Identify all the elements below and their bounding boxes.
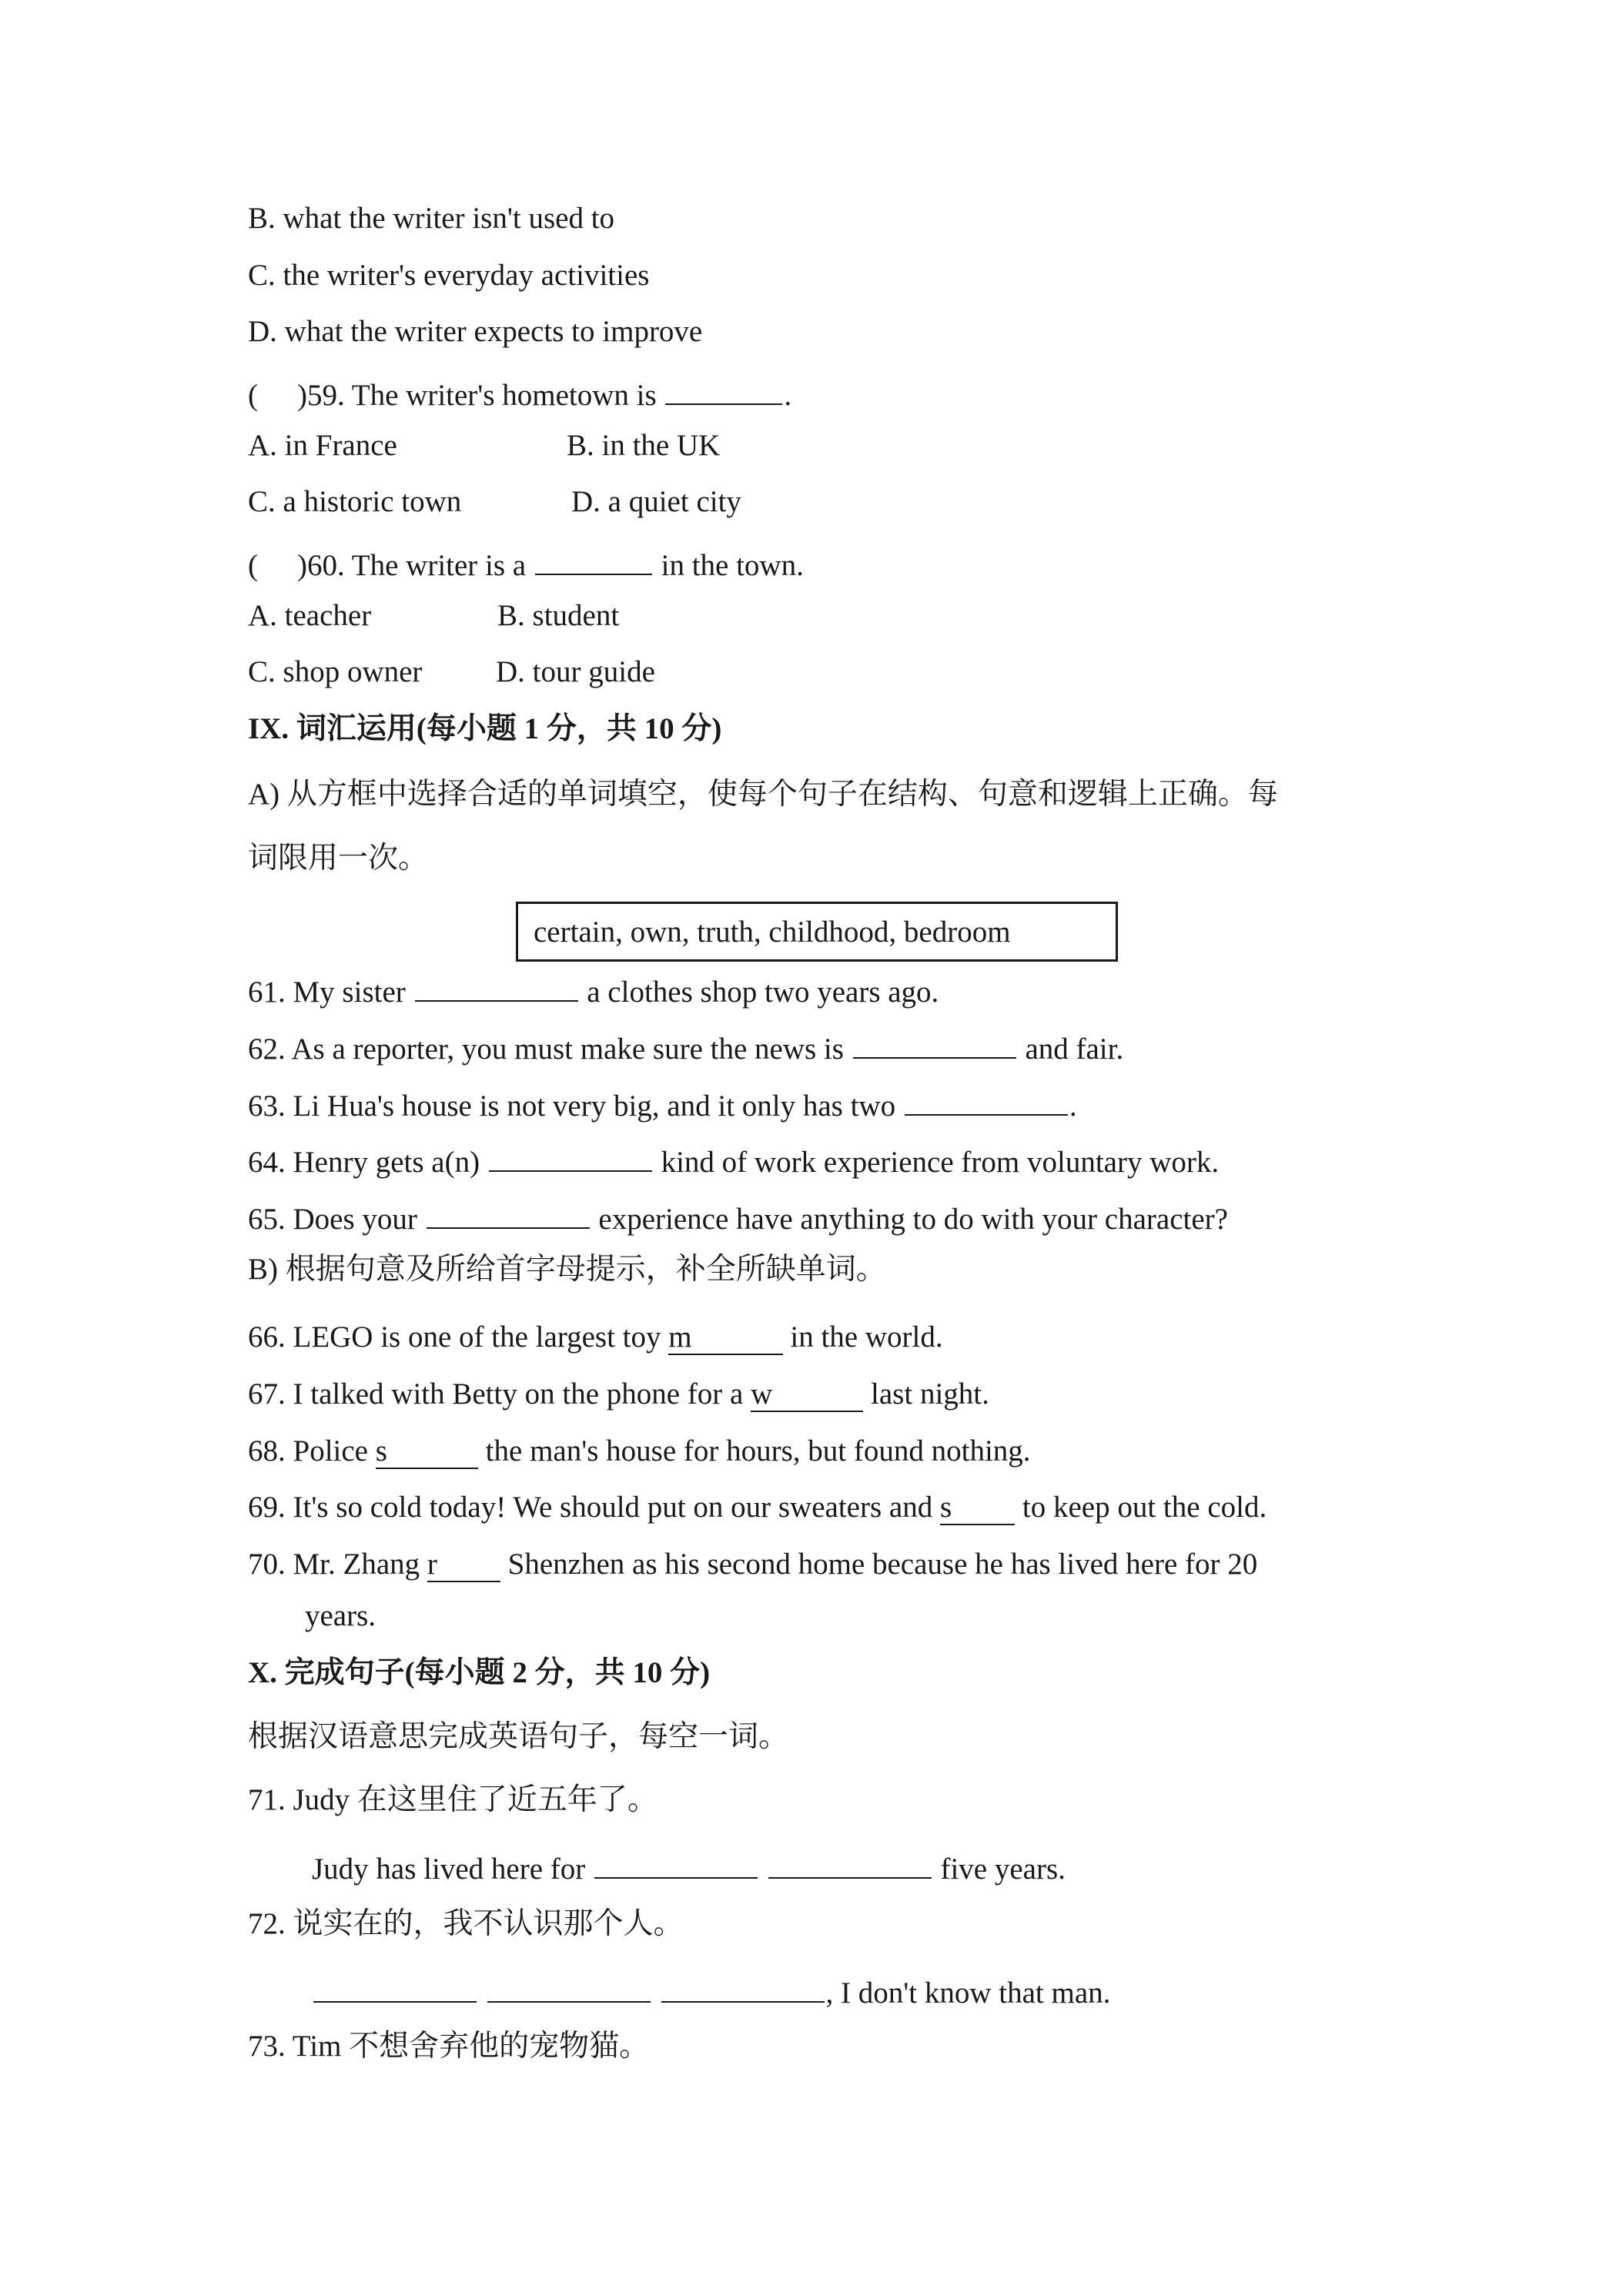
answer-blank[interactable] — [661, 1971, 825, 2003]
q72-english: , I don't know that man. — [312, 1971, 1110, 2008]
section-ix-title: IX. 词汇运用(每小题 1 分，共 10 分) — [248, 712, 722, 745]
q60-stem: ( )60. The writer is a in the town. — [248, 544, 804, 581]
q67: 67. I talked with Betty on the phone for a w last night. — [248, 1377, 989, 1411]
q60-option-b: B. student — [497, 599, 620, 632]
q58-option-b: B. what the writer isn't used to — [248, 202, 615, 235]
answer-blank[interactable] — [535, 544, 652, 575]
q62: 62. As a reporter, you must make sure the news is and fair. — [248, 1027, 1123, 1064]
answer-blank[interactable] — [427, 1197, 590, 1229]
q59-stem: ( )59. The writer's hometown is . — [248, 373, 791, 410]
q59-option-a: A. in France — [248, 429, 397, 462]
q59-option-d: D. a quiet city — [571, 485, 741, 518]
q71-chinese: 71. Judy 在这里住了近五年了。 — [248, 1783, 658, 1816]
answer-blank[interactable] — [594, 1847, 758, 1879]
q65: 65. Does your experience have anything to do with your character? — [248, 1197, 1228, 1234]
part-a-instruction-cont: 词限用一次。 — [248, 842, 429, 875]
q58-option-c: C. the writer's everyday activities — [248, 259, 650, 292]
q73-chinese: 73. Tim 不想舍弃他的宠物猫。 — [248, 2030, 650, 2063]
section-x-title: X. 完成句子(每小题 2 分，共 10 分) — [248, 1656, 711, 1689]
answer-blank[interactable] — [853, 1027, 1016, 1059]
answer-blank[interactable] — [665, 373, 782, 405]
q60-option-a: A. teacher — [248, 599, 372, 632]
q70-continued: years. — [305, 1599, 376, 1632]
q58-option-d: D. what the writer expects to improve — [248, 315, 703, 348]
q60-option-d: D. tour guide — [496, 655, 655, 688]
answer-blank[interactable] — [489, 1140, 652, 1172]
letter-hint-blank[interactable]: m — [668, 1320, 782, 1355]
word-box — [516, 902, 1118, 962]
answer-blank[interactable] — [487, 1971, 651, 2003]
q71-english: Judy has lived here for five years. — [312, 1847, 1066, 1884]
letter-hint-blank[interactable]: r — [427, 1548, 500, 1582]
part-a-instruction: A) 从方框中选择合适的单词填空，使每个句子在结构、句意和逻辑上正确。每 — [248, 778, 1278, 811]
letter-hint-blank[interactable]: s — [940, 1491, 1015, 1525]
q61: 61. My sister a clothes shop two years ago. — [248, 970, 939, 1007]
answer-blank[interactable] — [768, 1847, 932, 1879]
letter-hint-blank[interactable]: s — [376, 1434, 478, 1469]
q68: 68. Police s the man's house for hours, but found nothing. — [248, 1434, 1031, 1468]
answer-blank[interactable] — [415, 970, 578, 1002]
q60-option-c: C. shop owner — [248, 655, 423, 688]
letter-hint-blank[interactable]: w — [751, 1377, 863, 1412]
q69: 69. It's so cold today! We should put on our sweaters and s to keep out the cold. — [248, 1491, 1267, 1524]
q64: 64. Henry gets a(n) kind of work experience from voluntary work. — [248, 1140, 1219, 1177]
q63: 63. Li Hua's house is not very big, and it only has two . — [248, 1084, 1077, 1121]
q59-option-c: C. a historic town — [248, 485, 462, 518]
q70: 70. Mr. Zhang r Shenzhen as his second home because he has lived here for 20 — [248, 1548, 1258, 1581]
answer-blank[interactable] — [905, 1084, 1068, 1116]
q59-option-b: B. in the UK — [567, 429, 721, 462]
word-box-text: certain, own, truth, childhood, bedroom — [534, 915, 1011, 949]
section-x-instruction: 根据汉语意思完成英语句子，每空一词。 — [248, 1720, 789, 1753]
q66: 66. LEGO is one of the largest toy m in the world. — [248, 1320, 943, 1354]
q72-chinese: 72. 说实在的，我不认识那个人。 — [248, 1907, 684, 1940]
part-b-instruction: B) 根据句意及所给首字母提示，补全所缺单词。 — [248, 1253, 886, 1286]
answer-blank[interactable] — [313, 1971, 477, 2003]
